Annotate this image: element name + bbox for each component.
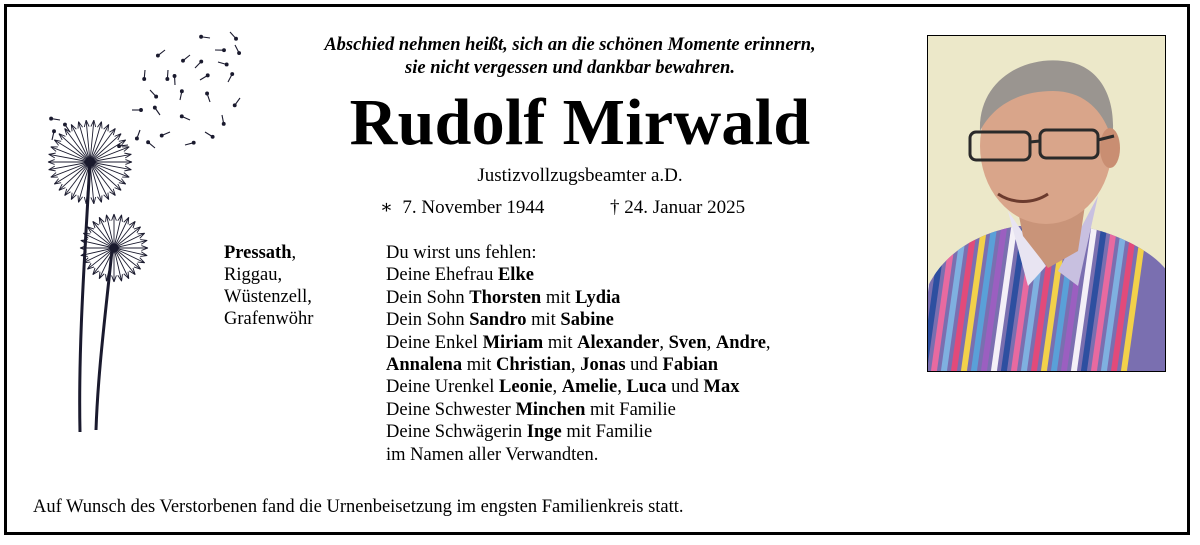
- family-member-name: Christian: [496, 355, 572, 376]
- family-member-name: Sven: [668, 332, 707, 353]
- family-member-name: Alexander: [577, 332, 660, 353]
- family-text: ,: [659, 332, 669, 353]
- place-item: Riggau,: [224, 265, 283, 285]
- birth-date-text: 7. November 1944: [402, 197, 545, 218]
- family-text: Deine Ehefrau: [386, 265, 498, 286]
- place-item: Wüstenzell,: [224, 287, 312, 307]
- place-item: Grafenwöhr: [224, 309, 314, 329]
- birth-symbol: ∗: [380, 197, 393, 218]
- family-list: [386, 242, 771, 466]
- family-text: Deine Urenkel: [386, 377, 500, 398]
- family-line: [386, 309, 771, 331]
- family-member-name: Annalena: [386, 355, 463, 376]
- birth-date: [380, 196, 544, 220]
- deceased-name: Rudolf Mirwald: [349, 86, 811, 159]
- family-member-name: Elke: [497, 265, 534, 286]
- family-line: [386, 421, 771, 443]
- place-item: [224, 242, 313, 264]
- place-primary: Pressath: [224, 243, 292, 263]
- family-member-name: Lydia: [575, 287, 621, 308]
- family-text: Dein Sohn: [386, 287, 470, 308]
- family-line: [386, 332, 771, 354]
- family-text: Deine Schwägerin: [386, 422, 527, 443]
- family-member-name: Andre: [715, 332, 766, 353]
- family-line: [386, 287, 771, 309]
- family-text: im Namen aller Verwandten.: [386, 444, 599, 465]
- family-member-name: Thorsten: [469, 287, 542, 308]
- family-member-name: Inge: [526, 422, 562, 443]
- family-text: ,: [706, 332, 716, 353]
- family-member-name: Leonie: [499, 377, 553, 398]
- family-text: ,: [552, 377, 562, 398]
- family-line: [386, 376, 771, 398]
- family-text: mit: [462, 355, 496, 376]
- family-text: ,: [571, 355, 581, 376]
- family-text: und: [625, 355, 663, 376]
- death-date-text: 24. Januar 2025: [624, 197, 746, 218]
- family-member-name: Jonas: [580, 355, 626, 376]
- family-intro: Du wirst uns fehlen:: [386, 243, 537, 263]
- family-member-name: Luca: [626, 377, 667, 398]
- family-line: [386, 264, 771, 286]
- family-line: [386, 444, 771, 466]
- family-text: ,: [617, 377, 627, 398]
- quote-line-2: sie nicht vergessen und dankbar bewahren.: [405, 58, 735, 78]
- family-text: mit: [543, 332, 578, 353]
- family-lines: [386, 264, 771, 466]
- family-member-name: Sandro: [469, 310, 527, 331]
- family-member-name: Max: [703, 377, 740, 398]
- quote: [270, 34, 870, 80]
- places-list: [224, 242, 313, 330]
- family-text: mit Familie: [585, 399, 676, 420]
- family-line: [386, 354, 771, 376]
- family-line: [386, 399, 771, 421]
- family-text: Deine Schwester: [386, 399, 516, 420]
- family-text: und: [666, 377, 704, 398]
- dandelion-illustration: [40, 20, 260, 440]
- family-member-name: Sabine: [560, 310, 614, 331]
- family-text: mit Familie: [561, 422, 653, 443]
- portrait-photo: [927, 35, 1166, 372]
- deceased-title: Justizvollzugsbeamter a.D.: [477, 165, 683, 186]
- family-member-name: Miriam: [482, 332, 544, 353]
- place-comma: ,: [291, 243, 297, 263]
- family-member-name: Minchen: [515, 399, 586, 420]
- family-text: mit: [526, 310, 561, 331]
- portrait-illustration: [928, 36, 1166, 372]
- family-text: mit: [541, 287, 576, 308]
- footer-note: Auf Wunsch des Verstorbenen fand die Urnenbeisetzung im engsten Familienkreis statt.: [33, 497, 684, 517]
- death-date: [610, 196, 745, 220]
- family-text: Dein Sohn: [386, 310, 470, 331]
- family-text: ,: [765, 332, 771, 353]
- family-text: Deine Enkel: [386, 332, 483, 353]
- death-symbol: †: [610, 197, 620, 218]
- family-member-name: Amelie: [561, 377, 618, 398]
- quote-line-1: Abschied nehmen heißt, sich an die schönen Momente erinnern,: [324, 35, 816, 55]
- family-member-name: Fabian: [662, 355, 719, 376]
